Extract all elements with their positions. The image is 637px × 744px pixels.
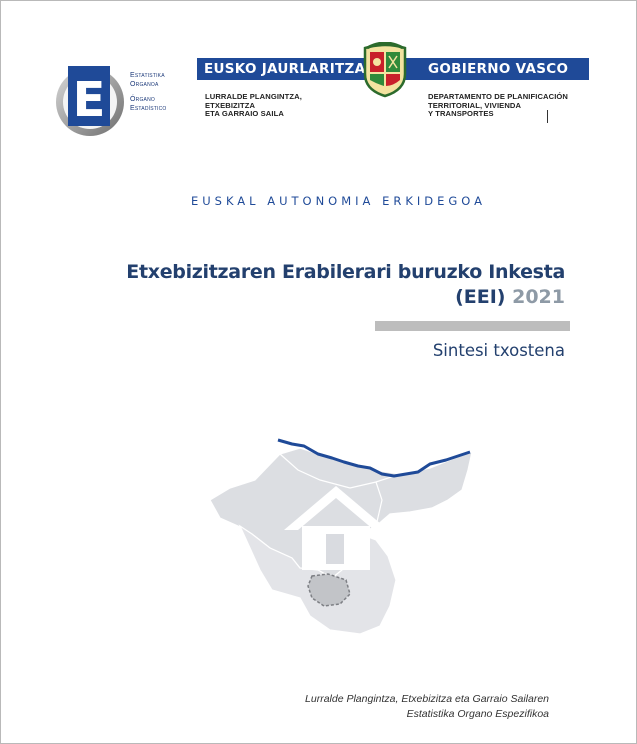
logo-text: Estatistika Organoa Órgano Estadístico bbox=[130, 72, 167, 112]
coat-of-arms-icon bbox=[361, 42, 409, 98]
publisher-footer: Lurralde Plangintza, Etxebizitza eta Garraio Sailaren Estatistika Organo Espezifikoa bbox=[305, 693, 549, 720]
divider-line bbox=[547, 110, 548, 123]
document-subtitle: Sintesi txostena bbox=[432, 341, 565, 360]
basque-country-map-icon bbox=[200, 430, 490, 645]
gov-name-es: GOBIERNO VASCO bbox=[428, 61, 569, 77]
gov-name-eu: EUSKO JAURLARITZA bbox=[204, 61, 366, 77]
statistics-organ-logo bbox=[52, 62, 172, 142]
document-title-acronym bbox=[455, 286, 565, 308]
document-title: Etxebizitzaren Erabilerari buruzko Inkesta bbox=[126, 261, 565, 283]
department-name-es: DEPARTAMENTO DE PLANIFICACIÓN TERRITORIAL, VIVIENDA Y TRANSPORTES bbox=[428, 92, 569, 119]
region-heading: EUSKAL AUTONOMIA ERKIDEGOA bbox=[190, 194, 487, 208]
title-year: 2021 bbox=[512, 286, 565, 308]
e-logo-icon bbox=[52, 62, 132, 142]
department-name-eu: LURRALDE PLANGINTZA, ETXEBIZITZA ETA GARRAIO SAILA bbox=[205, 92, 302, 119]
title-acronym: (EEI) bbox=[455, 286, 506, 308]
title-separator-bar bbox=[375, 321, 570, 331]
svg-text:E: E bbox=[72, 72, 106, 128]
